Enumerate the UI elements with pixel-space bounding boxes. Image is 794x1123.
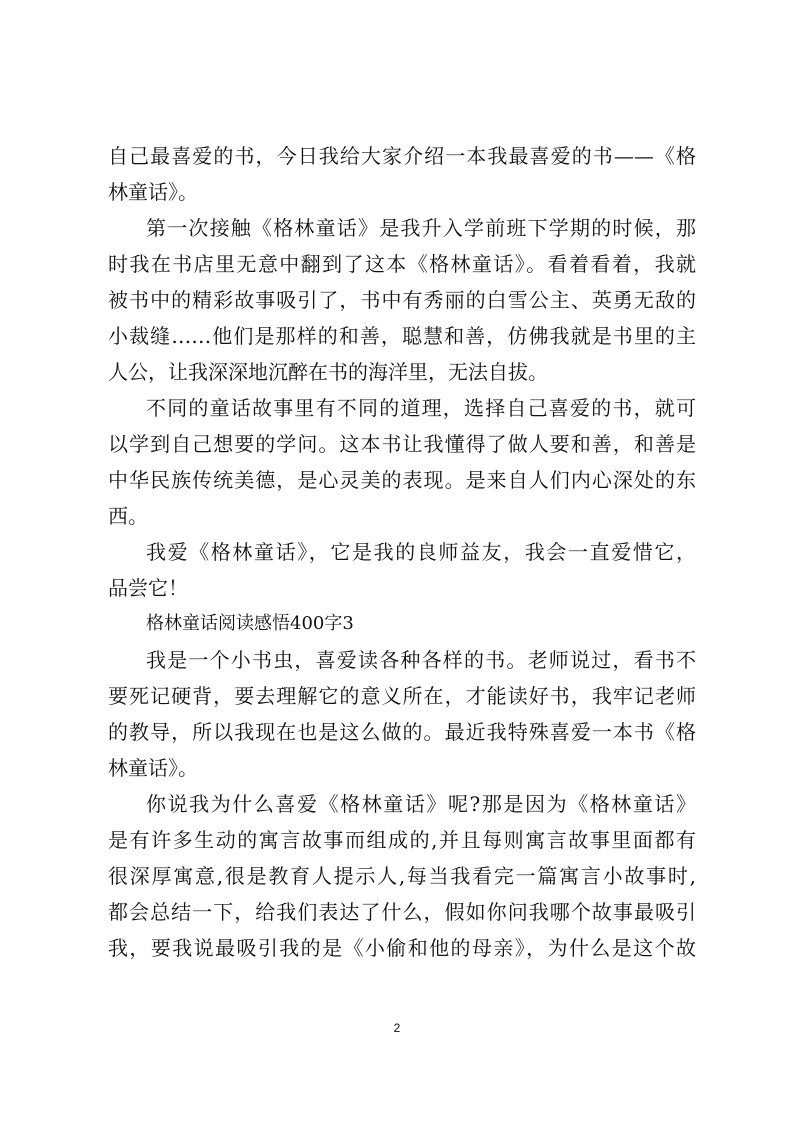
text-line: 小裁缝……他们是那样的和善，聪慧和善，仿佛我就是书里的主	[108, 324, 696, 348]
text-line: 林童话》。	[108, 180, 198, 204]
page-number: 2	[393, 1021, 401, 1035]
text-line: 不同的童话故事里有不同的道理，选择自己喜爱的书，就可	[146, 396, 696, 420]
text-line: 我爱《格林童话》，它是我的良师益友，我会一直爱惜它，	[146, 540, 696, 564]
text-line: 品尝它！	[108, 576, 188, 600]
text-line: 要死记硬背，要去理解它的意义所在，才能读好书，我牢记老师	[108, 684, 696, 708]
text-line: 是有许多生动的寓言故事而组成的,并且每则寓言故事里面都有	[108, 828, 696, 852]
text-line: 我，要我说最吸引我的是《小偷和他的母亲》，为什么是这个故	[108, 936, 696, 960]
text-line: 都会总结一下，给我们表达了什么，假如你问我哪个故事最吸引	[108, 900, 696, 924]
text-line: 被书中的精彩故事吸引了，书中有秀丽的白雪公主、英勇无敌的	[108, 288, 696, 312]
text-line: 你说我为什么喜爱《格林童话》呢?那是因为《格林童话》	[146, 792, 696, 816]
text-line: 中华民族传统美德，是心灵美的表现。是来自人们内心深处的东	[108, 468, 696, 492]
text-line: 我是一个小书虫，喜爱读各种各样的书。老师说过，看书不	[146, 648, 696, 672]
section-heading: 格林童话阅读感悟400字3	[146, 613, 354, 634]
text-line: 第一次接触《格林童话》是我升入学前班下学期的时候，那	[146, 216, 696, 240]
text-line: 林童话》。	[108, 756, 198, 780]
document-body	[108, 138, 696, 966]
text-line: 人公，让我深深地沉醉在书的海洋里，无法自拔。	[108, 360, 548, 384]
text-line: 很深厚寓意,很是教育人提示人,每当我看完一篇寓言小故事时,	[108, 864, 696, 888]
text-line: 的教导，所以我现在也是这么做的。最近我特殊喜爱一本书《格	[108, 720, 696, 744]
text-line: 西。	[108, 504, 148, 528]
text-line: 以学到自己想要的学问。这本书让我懂得了做人要和善，和善是	[108, 432, 696, 456]
text-line: 时我在书店里无意中翻到了这本《格林童话》。看着看着，我就	[108, 252, 696, 276]
text-line: 自己最喜爱的书，今日我给大家介绍一本我最喜爱的书——《格	[108, 144, 696, 168]
